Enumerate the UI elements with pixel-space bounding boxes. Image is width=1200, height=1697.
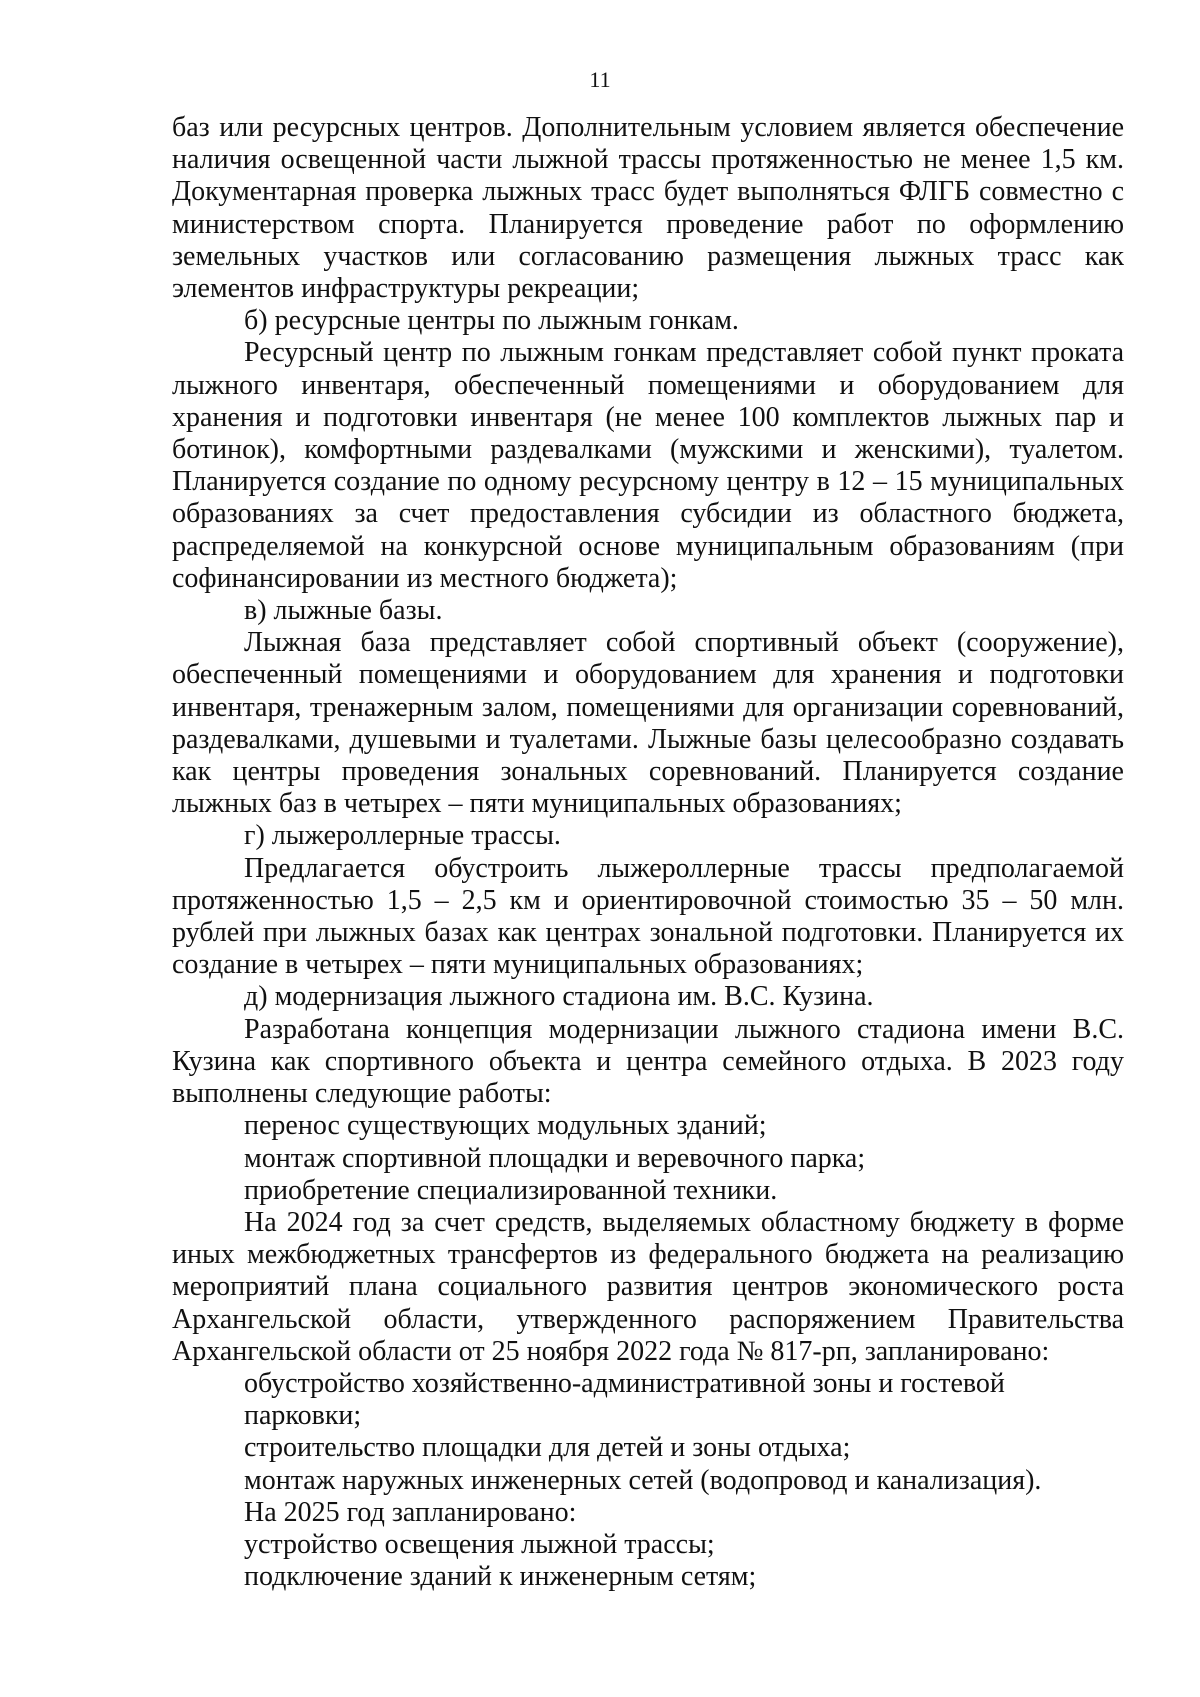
list-item-g: г) лыжероллерные трассы. xyxy=(244,820,561,852)
list-item-v: в) лыжные базы. xyxy=(244,595,443,627)
work-item: строительство площадки для детей и зоны отдыха; xyxy=(244,1432,851,1464)
paragraph-continuation: баз или ресурсных центров. Дополнительным условием является обеспечение наличия освещенной части лыжной трассы протяженностью не менее 1,5 км. Документарная проверка лыжных трасс будет выполняться ФЛГБ совместно с министерством спорта. Планируется проведение работ по оформлению земельных участков или согласованию размещения лыжных трасс как элементов инфраструктуры рекреации; xyxy=(172,112,1124,305)
work-item: монтаж наружных инженерных сетей (водопровод и канализация). xyxy=(244,1464,1042,1496)
work-item: подключение зданий к инженерным сетям; xyxy=(244,1561,757,1593)
work-item: монтаж спортивной площадки и веревочного парка; xyxy=(244,1142,866,1174)
page-number: 11 xyxy=(589,67,611,92)
list-item-b: б) ресурсные центры по лыжным гонкам. xyxy=(244,305,739,337)
document-body xyxy=(172,112,1124,1593)
paragraph-resource-centers: Ресурсный центр по лыжным гонкам представляет собой пункт проката лыжного инвентаря, обеспеченный помещениями и оборудованием для хранения и подготовки инвентаря (не менее 100 комплектов лыжных пар и ботинок), комфортными раздевалками (мужскими и женскими), туалетом. Планируется создание по одному ресурсному центру в 12 – 15 муниципальных образованиях за счет предоставления субсидии из областного бюджета, распределяемой на конкурсной основе муниципальным образованиям (при софинансировании из местного бюджета); xyxy=(172,337,1124,594)
paragraph-stadium-concept: Разработана концепция модернизации лыжного стадиона имени В.С. Кузина как спортивного объекта и центра семейного отдыха. В 2023 году выполнены следующие работы: xyxy=(172,1013,1124,1110)
paragraph-rollerski-tracks: Предлагается обустроить лыжероллерные трассы предполагаемой протяженностью 1,5 – 2,5 км и ориентировочной стоимостью 35 – 50 млн. рублей при лыжных базах как центрах зональной подготовки. Планируется их создание в четырех – пяти муниципальных образованиях; xyxy=(172,852,1124,981)
work-item: обустройство хозяйственно-административной зоны и гостевой парковки; xyxy=(244,1367,1005,1432)
paragraph-plan-2025: На 2025 год запланировано: xyxy=(244,1496,577,1528)
paragraph-plan-2024: На 2024 год за счет средств, выделяемых областному бюджету в форме иных межбюджетных трансфертов из федерального бюджета на реализацию мероприятий плана социального развития центров экономического роста Архангельской области, утвержденного распоряжением Правительства Архангельской области от 25 ноября 2022 года № 817-рп, запланировано: xyxy=(172,1206,1124,1367)
work-item: приобретение специализированной техники. xyxy=(244,1174,778,1206)
list-item-d: д) модернизация лыжного стадиона им. В.С. Кузина. xyxy=(244,981,874,1013)
paragraph-ski-bases: Лыжная база представляет собой спортивный объект (сооружение), обеспеченный помещениями и оборудованием для хранения и подготовки инвентаря, тренажерным залом, помещениями для организации соревнований, раздевалками, душевыми и туалетами. Лыжные базы целесообразно создавать как центры проведения зональных соревнований. Планируется создание лыжных баз в четырех – пяти муниципальных образованиях; xyxy=(172,627,1124,820)
work-item: устройство освещения лыжной трассы; xyxy=(244,1528,715,1560)
work-item: перенос существующих модульных зданий; xyxy=(244,1110,767,1142)
